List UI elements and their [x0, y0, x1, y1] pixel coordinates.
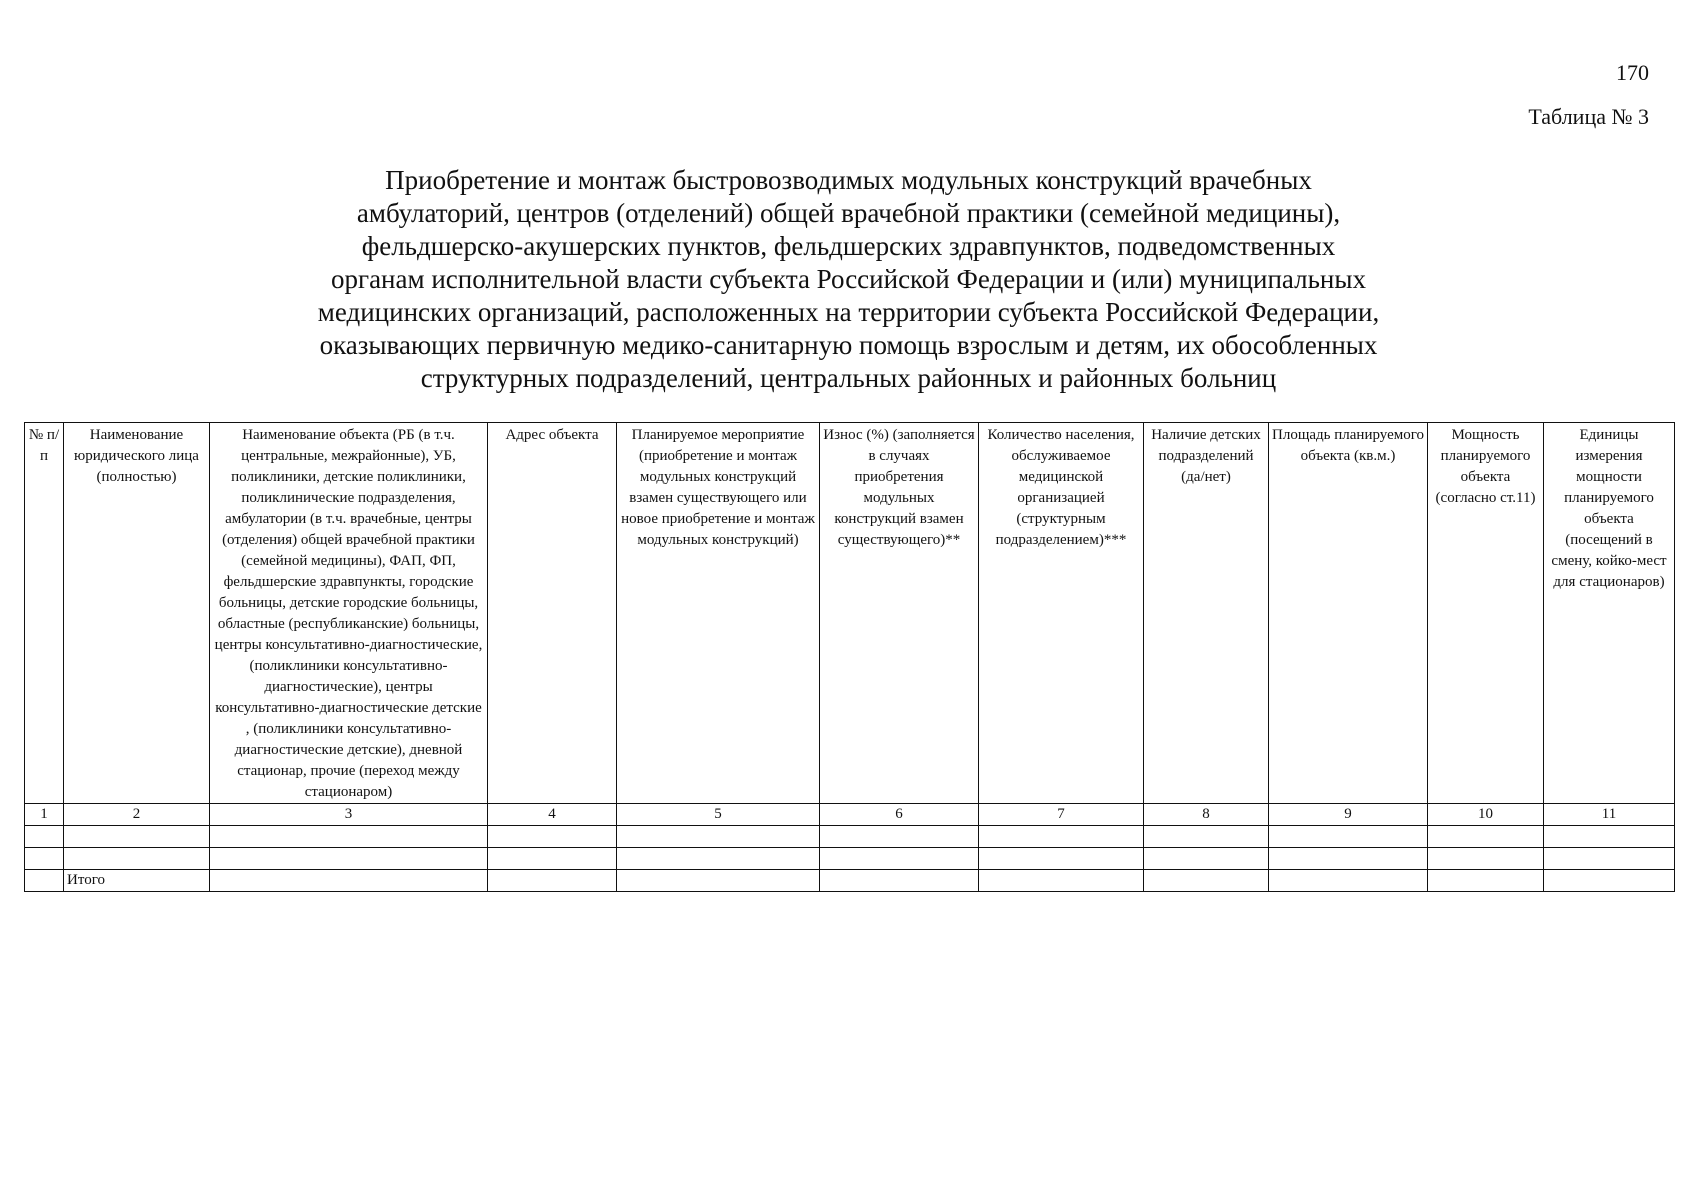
column-number: 11	[1544, 804, 1675, 826]
header-cell-children-units: Наличие детских подразделений (да/нет)	[1144, 423, 1269, 804]
table-cell	[1428, 870, 1544, 892]
table-cell	[820, 870, 979, 892]
column-number: 7	[979, 804, 1144, 826]
table-cell	[1144, 848, 1269, 870]
table-cell	[1269, 848, 1428, 870]
page-number: 170	[1616, 60, 1649, 85]
table-cell	[617, 870, 820, 892]
table-cell	[1428, 848, 1544, 870]
total-row	[25, 870, 1675, 892]
table-cell	[1544, 848, 1675, 870]
table-cell	[820, 848, 979, 870]
header-cell-legal-entity: Наименование юридического лица (полностью)	[64, 423, 210, 804]
title-line: органам исполнительной власти субъекта Российской Федерации и (или) муниципальных	[331, 264, 1366, 294]
title-line: фельдшерско-акушерских пунктов, фельдшерских здравпунктов, подведомственных	[361, 231, 1336, 261]
table-cell	[617, 848, 820, 870]
table-cell	[210, 870, 488, 892]
title-line: оказывающих первичную медико-санитарную помощь взрослым и детям, их обособленных	[319, 330, 1378, 360]
column-number-row	[25, 804, 1675, 826]
header-cell-address: Адрес объекта	[488, 423, 617, 804]
table-cell	[1144, 826, 1269, 848]
header-cell-capacity: Мощность планируемого объекта (согласно ст.11)	[1428, 423, 1544, 804]
table-cell	[64, 826, 210, 848]
header-cell-capacity-units: Единицы измерения мощности планируемого объекта (посещений в смену, койко-мест для стационаров)	[1544, 423, 1675, 804]
column-number: 5	[617, 804, 820, 826]
table-cell	[1144, 870, 1269, 892]
table-cell	[25, 826, 64, 848]
table-row	[25, 826, 1675, 848]
table-cell	[25, 848, 64, 870]
title-line: медицинских организаций, расположенных на территории субъекта Российской Федерации,	[317, 297, 1380, 327]
column-number: 1	[25, 804, 64, 826]
column-number: 8	[1144, 804, 1269, 826]
table-cell	[1544, 870, 1675, 892]
table-cell	[979, 848, 1144, 870]
header-cell-object-name: Наименование объекта (РБ (в т.ч. центральные, межрайонные), УБ, поликлиники, детские поликлиники, поликлинические подразделения, амбулатории (в т.ч. врачебные, центры (отделения) общей врачебной практики (семейной медицины), ФАП, ФП, фельдшерские здравпункты, городские больницы, детские городские больницы, областные (республиканские) больницы, центры консультативно-диагностические, (поликлиники консультативно-диагностические), центры консультативно-диагностические детские , (поликлиники консультативно-диагностические детские), дневной стационар, прочие (переход между стационаром)	[210, 423, 488, 804]
column-number: 2	[64, 804, 210, 826]
table-cell	[210, 826, 488, 848]
table-cell	[488, 848, 617, 870]
header-cell-area: Площадь планируемого объекта (кв.м.)	[1269, 423, 1428, 804]
title-line: Приобретение и монтаж быстровозводимых модульных конструкций врачебных	[385, 165, 1312, 195]
header-cell-wear: Износ (%) (заполняется в случаях приобретения модульных конструкций взамен существующего)**	[820, 423, 979, 804]
table-row	[25, 848, 1675, 870]
table-cell	[488, 826, 617, 848]
table-cell	[210, 848, 488, 870]
table-cell	[1544, 826, 1675, 848]
column-number: 3	[210, 804, 488, 826]
table-cell	[1428, 826, 1544, 848]
table-cell	[617, 826, 820, 848]
header-cell-row-number: № п/п	[25, 423, 64, 804]
header-cell-population: Количество населения, обслуживаемое медицинской организацией (структурным подразделением)***	[979, 423, 1144, 804]
header-row	[25, 423, 1675, 804]
header-cell-planned-activity: Планируемое мероприятие (приобретение и монтаж модульных конструкций взамен существующего или новое приобретение и монтаж модульных конструкций)	[617, 423, 820, 804]
table-cell	[25, 870, 64, 892]
table-cell	[488, 870, 617, 892]
column-number: 4	[488, 804, 617, 826]
title-line: структурных подразделений, центральных районных и районных больниц	[420, 363, 1277, 393]
total-label: Итого	[64, 870, 210, 892]
document-title	[0, 164, 1697, 395]
report-table	[24, 422, 1675, 892]
table-cell	[979, 826, 1144, 848]
table-cell	[1269, 870, 1428, 892]
table-cell	[820, 826, 979, 848]
title-line: амбулаторий, центров (отделений) общей врачебной практики (семейной медицины),	[356, 198, 1341, 228]
table-cell	[1269, 826, 1428, 848]
column-number: 9	[1269, 804, 1428, 826]
table-label: Таблица № 3	[1528, 104, 1649, 129]
column-number: 6	[820, 804, 979, 826]
column-number: 10	[1428, 804, 1544, 826]
table-cell	[979, 870, 1144, 892]
table-cell	[64, 848, 210, 870]
